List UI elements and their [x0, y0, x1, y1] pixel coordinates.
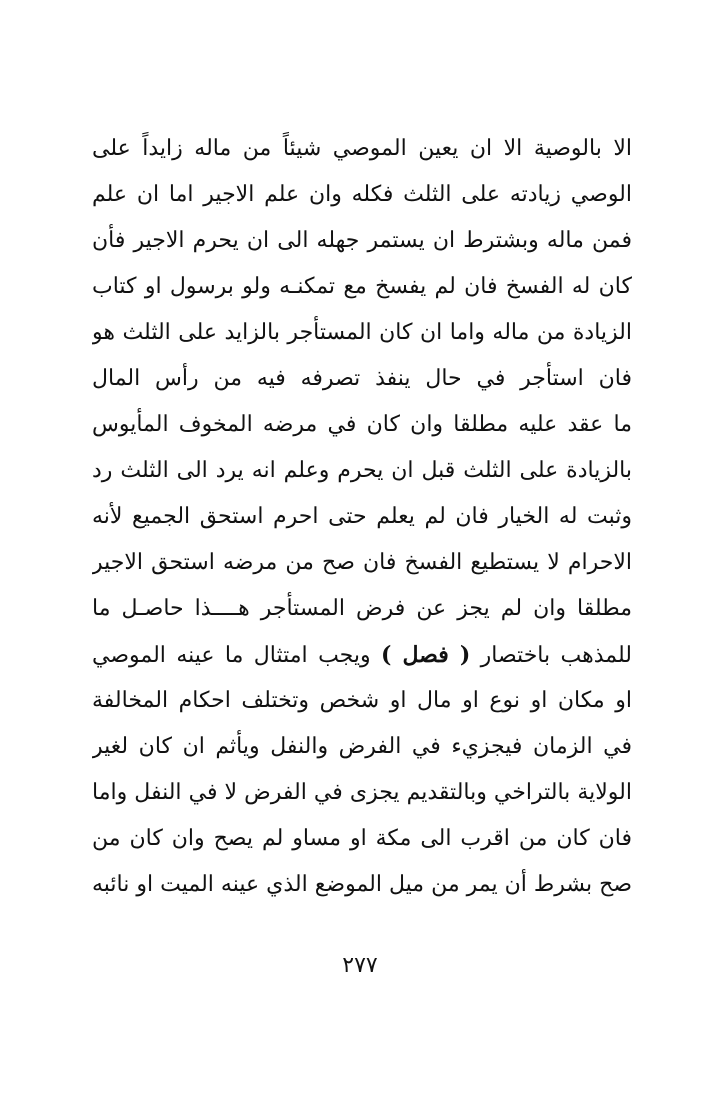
text-line-3: فمن ماله وبشترط ان يستمر جهله الى ان يحرم الاجير فأن: [92, 228, 632, 253]
text-line-4: كان له الفسخ فان لم يفسخ مع تمكنـه ولو برسول او كتاب: [92, 274, 632, 299]
text-line-11: مطلقا وان لم يجز عن فرض المستأجر هــــذا حاصـل ما: [92, 596, 632, 621]
page-number: ٢٧٧: [342, 953, 378, 978]
text-line-15: الولاية بالتراخي وبالتقديم يجزى في الفرض لا في النفل واما: [92, 780, 632, 805]
section-heading: ( فصل ): [381, 642, 471, 668]
text-line-12-before: للمذهب باختصار: [480, 643, 632, 668]
text-line-2: الوصي زيادته على الثلث فكله وان علم الاجير اما ان علم: [92, 182, 632, 207]
text-line-12-after: ويجب امتثال ما عينه الموصي: [92, 643, 371, 668]
text-line-1: الا بالوصية الا ان يعين الموصي شيئاً من ماله زايداً على: [92, 136, 632, 161]
text-line-9: وثبت له الخيار فان لم يعلم حتى احرم استحق الجميع لأنه: [92, 504, 632, 529]
text-line-6: فان استأجر في حال ينفذ تصرفه فيه من رأس المال: [92, 366, 632, 391]
text-line-10: الاحرام لا يستطيع الفسخ فان صح من مرضه استحق الاجير: [92, 550, 632, 575]
text-line-7: ما عقد عليه مطلقا وان كان في مرضه المخوف المأيوس: [92, 412, 632, 437]
text-line-16: فان كان من اقرب الى مكة او مساو لم يصح وان كان من: [92, 826, 632, 851]
text-line-13: او مكان او نوع او مال او شخص وتختلف احكام المخالفة: [92, 688, 632, 713]
text-line-8: بالزيادة على الثلث قبل ان يحرم وعلم انه يرد الى الثلث رد: [92, 458, 632, 483]
text-line-5: الزيادة من ماله واما ان كان المستأجر بالزايد على الثلث هو: [92, 320, 632, 345]
text-line-14: في الزمان فيجزيء في الفرض والنفل ويأثم ان كان لغير: [92, 734, 632, 759]
text-line-17: صح بشرط أن يمر من ميل الموضع الذي عينه الميت او نائبه: [92, 872, 632, 897]
body-text: [92, 126, 632, 908]
text-line-12: [92, 632, 632, 678]
